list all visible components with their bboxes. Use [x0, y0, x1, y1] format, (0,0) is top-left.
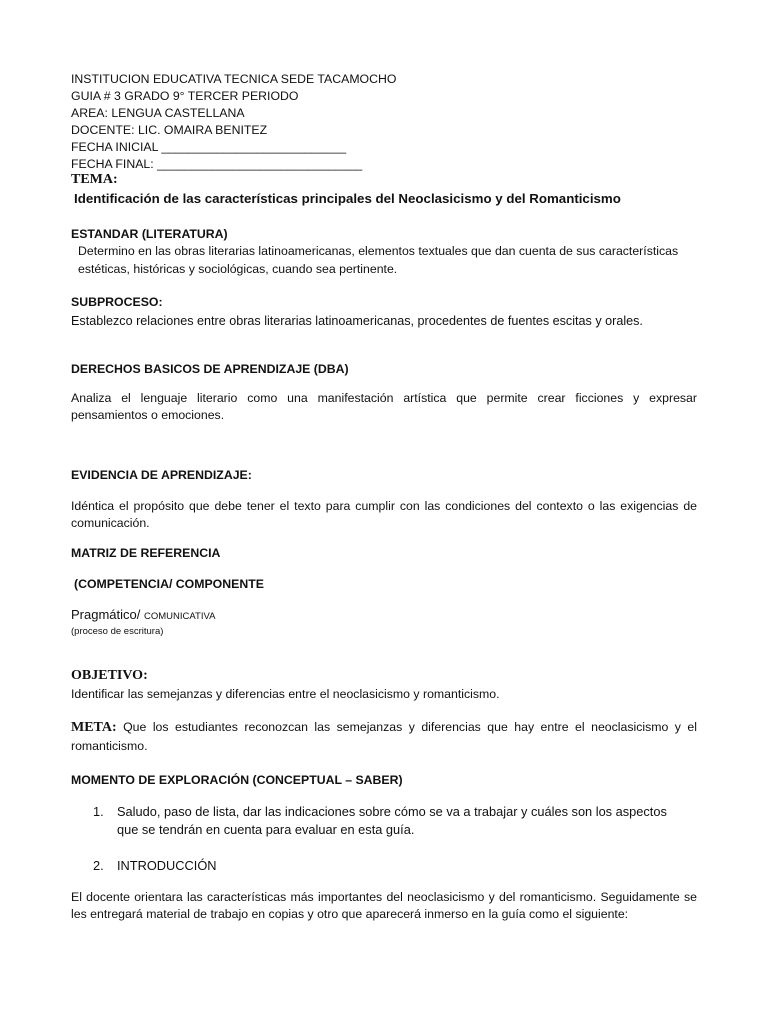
area-line: AREA: LENGUA CASTELLANA	[71, 106, 245, 120]
objetivo-label: OBJETIVO:	[71, 668, 148, 683]
school-name: INSTITUCION EDUCATIVA TECNICA SEDE TACAMOCHO	[71, 72, 397, 86]
subproceso-text: Establezco relaciones entre obras literarias latinoamericanas, procedentes de fuentes escitas y orales.	[71, 314, 643, 328]
intro-para-line-2: les entregará material de trabajo en copias y otro que aparecerá inmerso en la guía como el siguiente:	[71, 907, 629, 921]
dba-line-2: pensamientos o emociones.	[71, 408, 225, 422]
estandar-line-2: estéticas, históricas y sociológicas, cuando sea pertinente.	[78, 262, 398, 276]
dba-line-1: Analiza el lenguaje literario como una manifestación artística que permite crear ficciones y expresar	[71, 391, 697, 405]
comunicativa-label: COMUNICATIVA	[144, 611, 216, 622]
tema-label: TEMA:	[71, 172, 118, 187]
start-date-line: FECHA INICIAL ___________________________	[71, 140, 347, 154]
list-item-2-number: 2.	[93, 858, 104, 873]
meta-line-2: romanticismo.	[71, 739, 148, 753]
teacher-line: DOCENTE: LIC. OMAIRA BENITEZ	[71, 123, 268, 137]
competencia-line: (COMPETENCIA/ COMPONENTE	[74, 577, 264, 591]
objetivo-text: Identificar las semejanzas y diferencias entre el neoclasicismo y romanticismo.	[71, 687, 500, 701]
list-item-1-line-2: que se tendrán en cuenta para evaluar en esta guía.	[117, 822, 415, 837]
guide-info: GUIA # 3 GRADO 9° TERCER PERIODO	[71, 89, 299, 103]
pragmatico-label: Pragmático/	[71, 607, 141, 622]
evidencia-heading: EVIDENCIA DE APRENDIZAJE:	[71, 468, 252, 482]
end-date-line: FECHA FINAL: ______________________________	[71, 157, 363, 171]
list-item-1-number: 1.	[93, 804, 104, 819]
evidencia-line-1: Idéntica el propósito que debe tener el texto para cumplir con las condiciones del contexto o las exigencias de	[71, 499, 697, 513]
estandar-line-1: Determino en las obras literarias latinoamericanas, elementos textuales que dan cuenta de sus características	[78, 244, 679, 258]
evidencia-line-2: comunicación.	[71, 516, 150, 530]
momento-heading: MOMENTO DE EXPLORACIÓN (CONCEPTUAL – SABER)	[71, 773, 403, 787]
estandar-heading: ESTANDAR (LITERATURA)	[71, 227, 228, 241]
subproceso-heading: SUBPROCESO:	[71, 295, 163, 309]
meta-line-1	[71, 719, 697, 737]
list-item-1-line-1: Saludo, paso de lista, dar las indicaciones sobre cómo se va a trabajar y cuáles son los aspectos	[117, 804, 667, 819]
proceso-escritura: (proceso de escritura)	[71, 626, 164, 637]
list-item-2-text: INTRODUCCIÓN	[117, 858, 217, 873]
tema-title: Identificación de las características principales del Neoclasicismo y del Romanticismo	[74, 191, 621, 206]
intro-para-line-1: El docente orientara las características más importantes del neoclasicismo y del romanticismo. Seguidamente se	[71, 890, 697, 904]
pragmatico-line	[71, 607, 215, 626]
meta-text: Que los estudiantes reconozcan las semejanzas y diferencias que hay entre el neoclasicismo y el	[123, 720, 697, 734]
dba-heading: DERECHOS BASICOS DE APRENDIZAJE (DBA)	[71, 362, 349, 376]
matriz-heading: MATRIZ DE REFERENCIA	[71, 546, 221, 560]
meta-label: META:	[71, 720, 117, 735]
